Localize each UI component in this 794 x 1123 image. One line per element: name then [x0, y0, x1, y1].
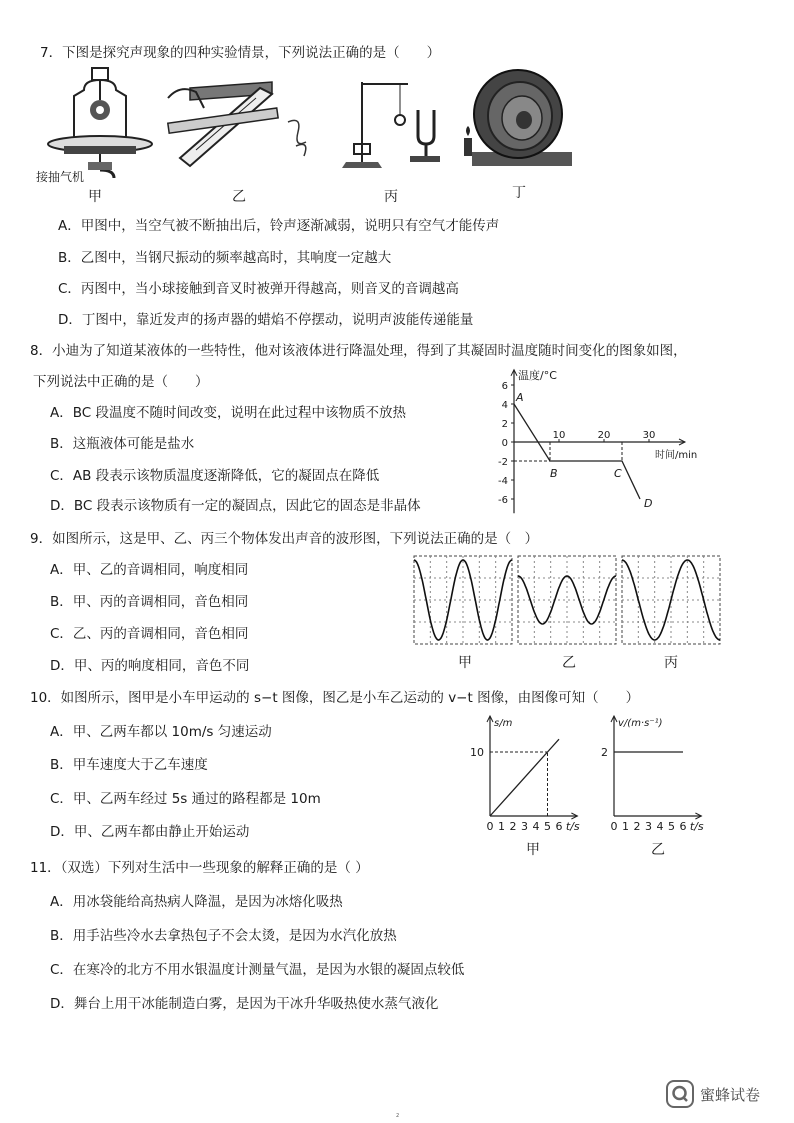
fig-label-jia: 甲	[88, 189, 102, 205]
q11-option-b: B．用手沾些冷水去拿热包子不会太烫，是因为水汽化放热	[50, 928, 397, 944]
watermark-text: 蜜蜂试卷	[700, 1086, 761, 1104]
vt-y-tick: 2	[601, 746, 608, 759]
graph-label-jia: 甲	[526, 842, 540, 858]
y-tick-label: -2	[498, 457, 508, 468]
y-tick-label: -4	[498, 476, 508, 487]
q8-option-a: A．BC 段温度不随时间改变，说明在此过程中该物质不放热	[50, 405, 406, 421]
y-axis-label: 温度/°C	[518, 368, 557, 382]
fig-label-yi: 乙	[232, 189, 246, 205]
q9-option-a: A．甲、乙的音调相同，响度相同	[50, 562, 249, 578]
pump-label: 接抽气机	[36, 170, 85, 184]
st-y-tick: 10	[470, 746, 484, 759]
ruler-figure	[160, 78, 280, 168]
vt-x-tick: 4	[656, 820, 664, 833]
waveform-panel-jia	[414, 556, 512, 644]
q9-option-d: D．甲、丙的响度相同，音色不同	[50, 658, 250, 674]
v-t-chart	[582, 712, 732, 840]
fig-label-ding: 丁	[512, 185, 526, 201]
fig-label-bing: 丙	[384, 189, 398, 205]
q9-option-c: C．乙、丙的音调相同，音色相同	[50, 626, 249, 642]
point-label-b: B	[550, 467, 558, 480]
q7-option-d: D．丁图中，靠近发声的扬声器的蜡焰不停摆动，说明声波能传递能量	[58, 312, 474, 328]
point-label-d: D	[644, 497, 653, 510]
vt-x-tick: 2	[633, 820, 641, 833]
st-x-tick: 6	[555, 820, 563, 833]
wave-label-yi: 乙	[562, 655, 576, 671]
q9-option-b: B．甲、丙的音调相同，音色相同	[50, 594, 249, 610]
waveform-panels	[414, 554, 724, 650]
st-x-tick: 3	[521, 820, 528, 833]
st-x-tick: 5	[544, 820, 551, 833]
q11-option-a: A．用冰袋能给高热病人降温，是因为冰熔化吸热	[50, 894, 343, 910]
st-line	[490, 739, 559, 816]
st-y-label: s/m	[494, 718, 513, 729]
watermark-logo-icon	[666, 1080, 694, 1108]
q10-stem: 10．如图所示，图甲是小车甲运动的 s−t 图像，图乙是小车乙运动的 v−t 图像，由图像可知（ ）	[30, 690, 640, 706]
x-tick-label: 10	[552, 430, 566, 441]
vt-x-tick: 0	[610, 820, 618, 833]
point-label-c: C	[614, 467, 622, 480]
q8-stem-line2: 下列说法中正确的是（ ）	[33, 374, 209, 390]
point-label-a: A	[516, 391, 524, 404]
q11-option-d: D．舞台上用干冰能制造白雾，是因为干冰升华吸热使水蒸气液化	[50, 996, 439, 1012]
st-x-tick: 2	[509, 820, 517, 833]
x-tick-label: 20	[597, 430, 611, 441]
vt-x-tick: 1	[622, 820, 629, 833]
q8-option-b: B．这瓶液体可能是盐水	[50, 436, 195, 452]
panel-border	[518, 556, 616, 644]
q11-stem: 11．（双选）下列对生活中一些现象的解释正确的是（ ）	[30, 860, 369, 876]
graph-label-yi: 乙	[651, 842, 665, 858]
y-tick-label: 0	[501, 438, 508, 449]
st-x-tick: 0	[486, 820, 494, 833]
st-x-tick: 1	[498, 820, 505, 833]
q10-option-a: A．甲、乙两车都以 10m/s 匀速运动	[50, 724, 272, 740]
q10-option-d: D．甲、乙两车都由静止开始运动	[50, 824, 250, 840]
sound-wave-icon	[284, 112, 320, 162]
panel-border	[414, 556, 512, 644]
q7-option-b: B．乙图中，当钢尺振动的频率越高时，其响度一定越大	[58, 250, 392, 266]
temperature-time-chart	[496, 360, 706, 520]
waveform-panel-yi	[518, 556, 616, 644]
q10-option-b: B．甲车速度大于乙车速度	[50, 757, 208, 773]
q7-option-c: C．丙图中，当小球接触到音叉时被弹开得越高，则音叉的音调越高	[58, 281, 459, 297]
st-x-tick: 4	[532, 820, 540, 833]
st-x-label: t/s	[565, 820, 580, 833]
y-tick-label: 6	[501, 381, 508, 392]
y-tick-label: 2	[501, 419, 508, 430]
x-tick-label: 30	[642, 430, 656, 441]
tuning-fork-figure	[338, 78, 448, 170]
speaker-figure	[456, 66, 580, 176]
vt-x-label: t/s	[689, 820, 704, 833]
vt-x-tick: 5	[668, 820, 675, 833]
vt-x-tick: 3	[645, 820, 652, 833]
q7-stem: 7．下图是探究声现象的四种实验情景，下列说法正确的是（ ）	[40, 45, 441, 61]
q9-stem: 9．如图所示，这是甲、乙、丙三个物体发出声音的波形图，下列说法正确的是（ ）	[30, 531, 539, 547]
temperature-curve	[514, 404, 640, 499]
q10-option-c: C．甲、乙两车经过 5s 通过的路程都是 10m	[50, 791, 321, 807]
y-tick-label: 4	[501, 400, 508, 411]
wave-label-jia: 甲	[458, 655, 472, 671]
x-axis-label: 时间/min	[655, 450, 698, 461]
q8-option-d: D．BC 段表示该物质有一定的凝固点，因此它的固态是非晶体	[50, 498, 421, 514]
vt-y-label: v/(m·s⁻¹)	[618, 718, 663, 729]
q11-option-c: C．在寒冷的北方不用水银温度计测量气温，是因为水银的凝固点较低	[50, 962, 465, 978]
page-number: 2	[396, 1113, 400, 1119]
q8-option-c: C．AB 段表示该物质温度逐渐降低，它的凝固点在降低	[50, 468, 380, 484]
q8-stem-line1: 8．小迪为了知道某液体的一些特性，他对该液体进行降温处理，得到了其凝固时温度随时间变化的图象如图，	[30, 343, 687, 359]
waveform-panel-bing	[622, 556, 720, 644]
wave-label-bing: 丙	[664, 655, 678, 671]
y-tick-label: -6	[498, 495, 508, 506]
q7-option-a: A．甲图中，当空气被不断抽出后，铃声逐渐减弱，说明只有空气才能传声	[58, 218, 500, 234]
vt-x-tick: 6	[679, 820, 687, 833]
